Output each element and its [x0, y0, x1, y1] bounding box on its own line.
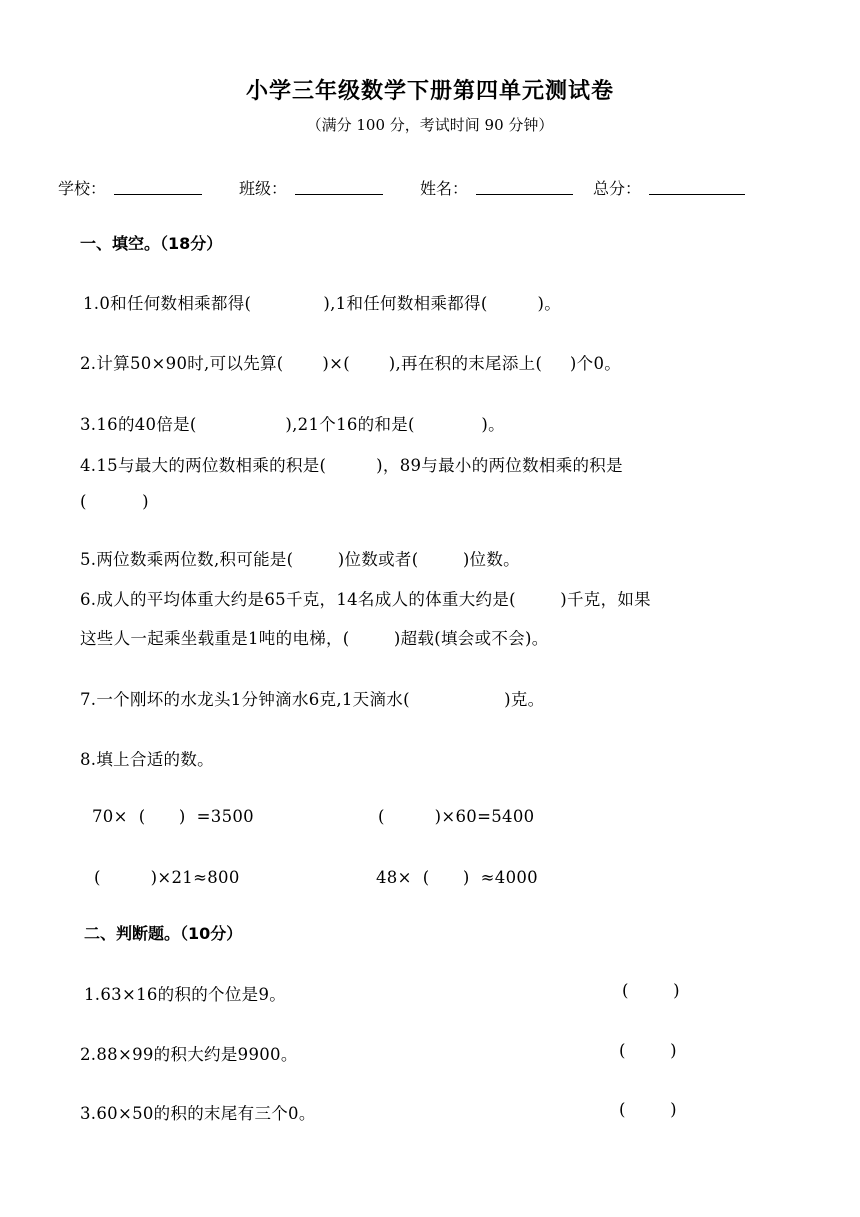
question-5: 5.两位数乘两位数,积可能是( )位数或者( )位数。 — [80, 550, 520, 569]
question-8-item: 70× ( ) =3500 — [92, 807, 254, 826]
total-score-blank[interactable] — [649, 194, 745, 195]
total-score-label: 总分： — [593, 179, 642, 198]
page-title: 小学三年级数学下册第四单元测试卷 — [245, 79, 614, 104]
page-subtitle: （满分 100 分，考试时间 90 分钟） — [306, 116, 554, 134]
question-3: 3.16的40倍是( ),21个16的和是( )。 — [80, 415, 505, 434]
question-4-line1: 4.15与最大的两位数相乘的积是( )，89与最小的两位数相乘的积是 — [80, 456, 623, 475]
school-label: 学校： — [58, 179, 107, 198]
section-heading-fill-blank: 一、填空。（18分） — [80, 234, 223, 253]
judge-answer-bracket[interactable]: ( ) — [622, 981, 680, 1000]
question-8-item: 48× ( ) ≈4000 — [376, 868, 538, 887]
school-blank[interactable] — [114, 194, 202, 195]
question-8-item: ( )×21≈800 — [94, 868, 240, 887]
judge-item-1: 1.63×16的积的个位是9。 — [84, 985, 287, 1004]
judge-answer-bracket[interactable]: ( ) — [619, 1041, 677, 1060]
name-blank[interactable] — [476, 194, 573, 195]
question-7: 7.一个刚坏的水龙头1分钟滴水6克,1天滴水( )克。 — [80, 690, 545, 709]
section-heading-true-false: 二、判断题。（10分） — [84, 924, 243, 943]
question-6-line1: 6.成人的平均体重大约是65千克，14名成人的体重大约是( )千克，如果 — [80, 590, 651, 609]
name-label: 姓名： — [420, 179, 469, 198]
question-8-item: ( )×60=5400 — [378, 807, 535, 826]
class-label: 班级： — [239, 179, 288, 198]
question-4-line2: ( ) — [80, 492, 149, 511]
class-blank[interactable] — [295, 194, 383, 195]
question-8: 8.填上合适的数。 — [80, 750, 214, 769]
question-6-line2: 这些人一起乘坐载重是1吨的电梯，( )超载(填会或不会)。 — [80, 629, 549, 648]
judge-item-3: 3.60×50的积的末尾有三个0。 — [80, 1104, 316, 1123]
question-1: 1.0和任何数相乘都得( ),1和任何数相乘都得( )。 — [83, 294, 562, 313]
judge-answer-bracket[interactable]: ( ) — [619, 1100, 677, 1119]
question-2: 2.计算50×90时,可以先算( )×( ),再在积的末尾添上( )个0。 — [80, 354, 622, 373]
judge-item-2: 2.88×99的积大约是9900。 — [80, 1045, 298, 1064]
